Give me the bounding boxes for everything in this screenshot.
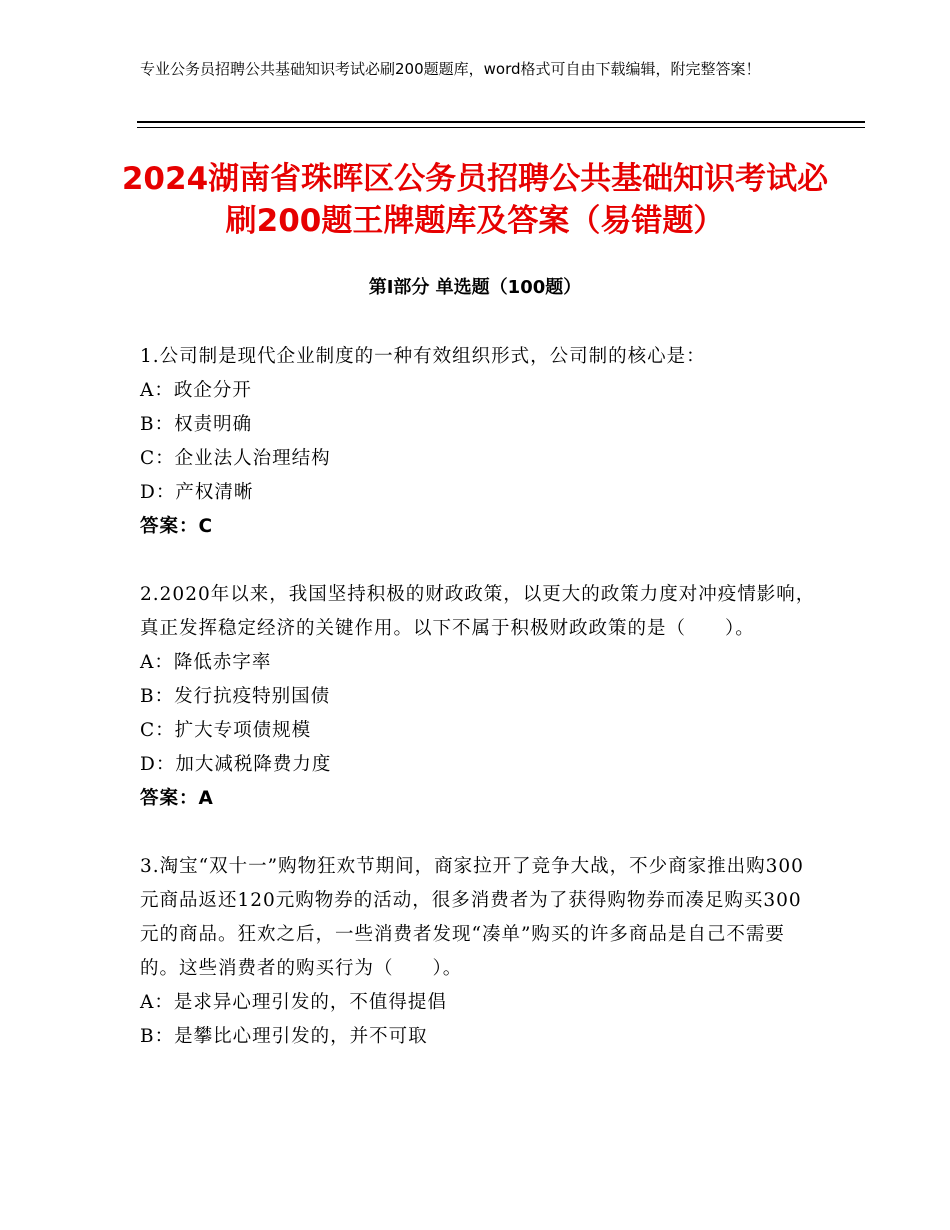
section-heading: 第Ⅰ部分 单选题（100题） [368, 277, 582, 298]
question-text: 3.淘宝“双十一”购物狂欢节期间，商家拉开了竞争大战，不少商家推出购300元商品返还120元购物券的活动，很多消费者为了获得购物券而凑足购买300元的商品。狂欢之后，一些消费者发现“凑单”购买的许多商品是自己不需要的。这些消费者的购买行为（ ）。 [140, 856, 804, 979]
option-a: A：降低赤字率 [140, 652, 272, 673]
option-d: D：产权清晰 [140, 482, 254, 503]
option-a: A：是求异心理引发的，不值得提倡 [140, 992, 447, 1013]
option-c: C：扩大专项债规模 [140, 720, 312, 741]
question-list [140, 340, 820, 1088]
answer: 答案：C [140, 516, 214, 537]
answer: 答案：A [140, 788, 214, 809]
question-text: 2.2020年以来，我国坚持积极的财政政策，以更大的政策力度对冲疫情影响，真正发挥稳定经济的关键作用。以下不属于积极财政政策的是（ ）。 [140, 584, 816, 639]
header-rule-thin [137, 127, 865, 128]
document-title: 2024湖南省珠晖区公务员招聘公共基础知识考试必刷200题王牌题库及答案（易错题） [121, 161, 829, 239]
question-text: 1.公司制是现代企业制度的一种有效组织形式，公司制的核心是： [140, 346, 706, 367]
header-note: 专业公务员招聘公共基础知识考试必刷200题题库，word格式可自由下载编辑，附完整答案！ [140, 60, 761, 78]
option-b: B：权责明确 [140, 414, 253, 435]
option-c: C：企业法人治理结构 [140, 448, 331, 469]
header-rule-thick [137, 121, 865, 123]
option-a: A：政企分开 [140, 380, 252, 401]
option-b: B：是攀比心理引发的，并不可取 [140, 1026, 428, 1047]
question-1 [140, 340, 820, 544]
option-b: B：发行抗疫特别国债 [140, 686, 331, 707]
question-2 [140, 578, 820, 816]
question-3 [140, 850, 820, 1054]
option-d: D：加大减税降费力度 [140, 754, 332, 775]
